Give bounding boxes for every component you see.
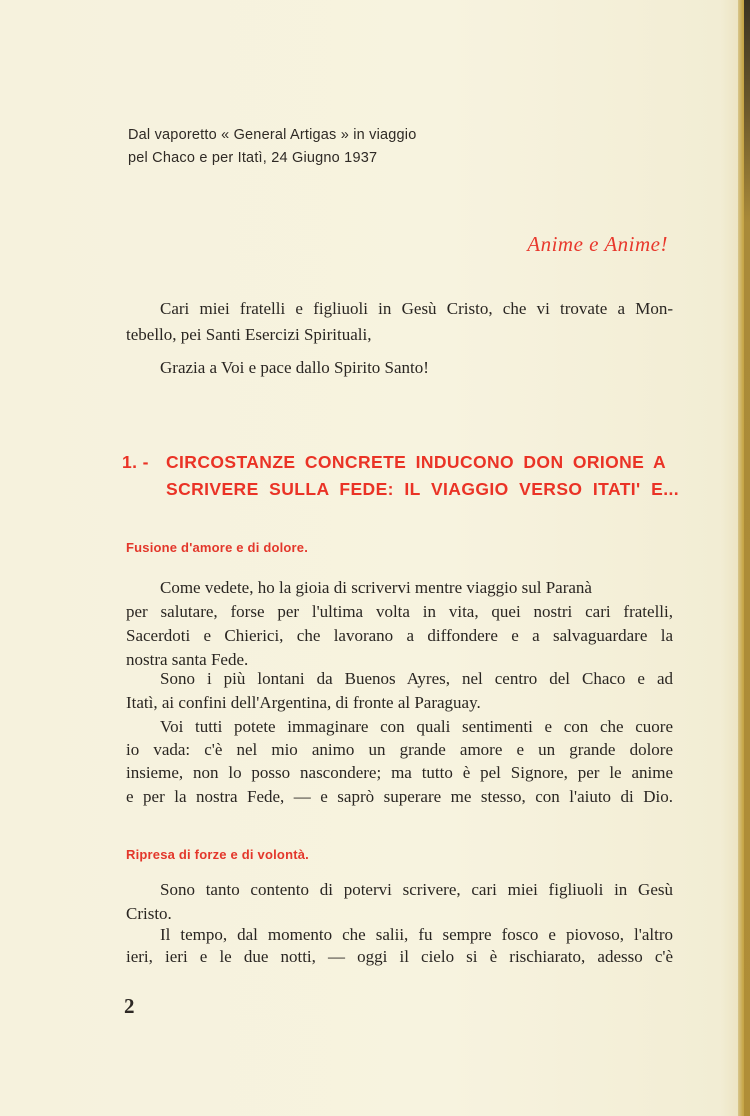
paragraph-line: e per la nostra Fede, — e saprò superare me stesso, con l'aiuto di Dio. [126,787,673,806]
paragraph-line: Sacerdoti e Chierici, che lavorano a diffondere e a salvaguardare la [126,626,673,645]
header-line-2: pel Chaco e per Itatì, 24 Giugno 1937 [128,150,378,166]
paragraph-line: Come vedete, ho la gioia di scrivervi mentre viaggio sul Paranà [160,578,592,597]
subsection-heading-2: Ripresa di forze e di volontà. [126,847,309,862]
paragraph-line: nostra santa Fede. [126,650,249,669]
paragraph-line: insieme, non lo posso nascondere; ma tutto è pel Signore, per le anime [126,763,673,782]
letter-title: Anime e Anime! [527,232,668,256]
paragraph-line: Sono tanto contento di potervi scrivere, cari miei figliuoli in Gesù [160,880,673,899]
paragraph-line: ieri, ieri e le due notti, — oggi il cielo si è rischiarato, adesso c'è [126,947,673,966]
paragraph-line: Cristo. [126,904,172,923]
paragraph-line: Sono i più lontani da Buenos Ayres, nel centro del Chaco e ad [160,669,673,688]
page-binding-shadow [744,0,750,1116]
subsection-heading-1: Fusione d'amore e di dolore. [126,540,309,555]
section-number: 1. - [122,452,149,472]
paragraph-line: Itatì, ai confini dell'Argentina, di fronte al Paraguay. [126,693,481,712]
page-number: 2 [124,994,135,1018]
paragraph-line: Il tempo, dal momento che salii, fu sempre fosco e piovoso, l'altro [160,925,673,944]
greeting-line-1: Cari miei fratelli e figliuoli in Gesù Cristo, che vi trovate a Mon- [160,299,673,318]
greeting-line-3: Grazia a Voi e pace dallo Spirito Santo! [160,358,429,377]
paragraph-line: io vada: c'è nel mio animo un grande amore e un grande dolore [126,740,673,759]
section-heading-line-1: CIRCOSTANZE CONCRETE INDUCONO DON ORIONE A [166,452,666,472]
paragraph-line: per salutare, forse per l'ultima volta in vita, quei nostri cari fratelli, [126,602,673,621]
greeting-line-2: tebello, pei Santi Esercizi Spirituali, [126,325,372,344]
header-line-1: Dal vaporetto « General Artigas » in viaggio [128,127,417,143]
paragraph-line: Voi tutti potete immaginare con quali sentimenti e con che cuore [160,717,673,736]
section-heading-line-2: SCRIVERE SULLA FEDE: IL VIAGGIO VERSO ITATI' E... [166,479,679,499]
